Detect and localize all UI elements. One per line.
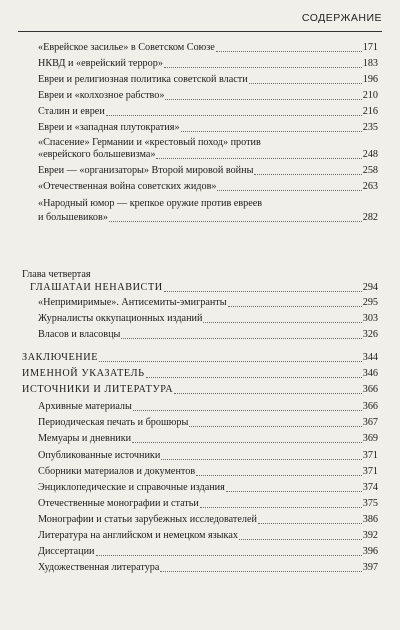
toc-entry-page: 303 [362,313,378,324]
leader-dots [254,174,361,175]
toc-entry-page: 258 [362,165,378,176]
toc-entry [38,450,378,462]
toc-entry-label: «Отечественная война советских жидов» [38,181,217,192]
toc-entry-page: 344 [362,352,378,363]
toc-entry-label: Монографии и статьи зарубежных исследователей [38,514,257,525]
toc-entry-page: 374 [362,482,378,493]
toc-entry-label: Власов и власовцы [38,329,121,340]
leader-dots [181,131,362,132]
chapter-label: Глава четвертая [22,269,91,280]
toc-entry-label: «Еврейское засилье» в Советском Союзе [38,42,215,53]
toc-entry-label: Журналисты оккупационных изданий [38,313,203,324]
leader-dots [203,322,361,323]
toc-entry-page: 392 [362,530,378,541]
toc-entry-label-line2: «еврейского большевизма» [38,149,156,160]
toc-entry-label: Литература на английском и немецком языках [38,530,238,541]
toc-entry-label: НКВД и «еврейский террор» [38,58,163,69]
toc-entry [38,42,378,54]
toc-section [22,352,378,364]
leader-dots [156,158,361,159]
toc-entry [38,546,378,558]
toc-entry-label: Опубликованные источники [38,450,161,461]
toc-entry-page: 294 [362,282,378,293]
running-header: СОДЕРЖАНИЕ [301,12,382,24]
toc-entry-page: 263 [362,181,378,192]
leader-dots [200,507,362,508]
leader-dots [121,338,361,339]
toc-entry-page: 367 [362,417,378,428]
toc-entry-page: 371 [362,450,378,461]
toc-entry-page: 282 [362,212,378,223]
toc-entry-page: 183 [362,58,378,69]
toc-entry-page: 369 [362,433,378,444]
toc-entry [38,482,378,494]
toc-entry [38,313,378,325]
leader-dots [132,442,362,443]
toc-entry [38,74,378,86]
toc-entry-label: Отечественные монографии и статьи [38,498,199,509]
toc-entry [38,401,378,413]
toc-entry [38,149,378,161]
toc-section [22,368,378,380]
toc-entry-page: 397 [362,562,378,573]
leader-dots [216,51,362,52]
toc-entry [38,417,378,429]
section-title: ИСТОЧНИКИ И ЛИТЕРАТУРА [22,384,174,395]
leader-dots [96,555,362,556]
leader-dots [164,291,362,292]
toc-entry-label-line1: «Народный юмор — крепкое оружие против евреев [38,198,263,209]
toc-entry-label: Евреи — «организаторы» Второй мировой войны [38,165,254,176]
leader-dots [258,523,362,524]
leader-dots [249,83,362,84]
toc-entry [38,90,378,102]
toc-entry [38,562,378,574]
toc-entry-page: 235 [362,122,378,133]
toc-entry-page: 171 [362,42,378,53]
leader-dots [226,491,362,492]
toc-entry [38,212,378,224]
toc-entry-label: Энциклопедические и справочные издания [38,482,225,493]
toc-entry [38,329,378,341]
toc-entry-label: Сборники материалов и документов [38,466,196,477]
toc-entry-page: 326 [362,329,378,340]
toc-section [22,384,378,396]
toc-entry-page: 371 [362,466,378,477]
leader-dots [196,475,362,476]
toc-entry-page: 375 [362,498,378,509]
leader-dots [164,67,362,68]
toc-entry-page: 248 [362,149,378,160]
leader-dots [109,221,362,222]
leader-dots [189,426,361,427]
leader-dots [146,377,362,378]
toc-entry-label: Архивные материалы [38,401,132,412]
toc-entry-label: Художественная литература [38,562,160,573]
toc-entry-page: 386 [362,514,378,525]
toc-entry [38,498,378,510]
leader-dots [217,190,361,191]
toc-entry-page: 396 [362,546,378,557]
toc-entry [38,514,378,526]
toc-entry-label: Диссертации [38,546,95,557]
toc-entry [38,181,378,193]
toc-entry-label: Евреи и «западная плутократия» [38,122,180,133]
toc-entry [38,433,378,445]
toc-entry-page: 366 [362,401,378,412]
toc-entry-page: 295 [362,297,378,308]
toc-entry-page: 210 [362,90,378,101]
toc-entry [38,530,378,542]
leader-dots [161,459,361,460]
toc-entry-label-line2: и большевиков» [38,212,108,223]
toc-entry-page: 216 [362,106,378,117]
leader-dots [239,539,362,540]
toc-entry-page: 346 [362,368,378,379]
leader-dots [99,361,362,362]
toc-entry [38,122,378,134]
toc-entry-label: Периодическая печать и брошюры [38,417,189,428]
toc-entry-label-line1: «Спасение» Германии и «крестовый поход» против [38,137,261,148]
toc-entry-page: 366 [362,384,378,395]
leader-dots [174,393,362,394]
leader-dots [133,410,362,411]
leader-dots [106,115,362,116]
toc-entry [38,466,378,478]
toc-entry-page: 196 [362,74,378,85]
toc-entry-label: Евреи и «колхозное рабство» [38,90,165,101]
toc-entry [38,297,378,309]
leader-dots [160,571,361,572]
toc-entry [38,106,378,118]
leader-dots [165,99,361,100]
section-title: ИМЕННОЙ УКАЗАТЕЛЬ [22,368,145,379]
chapter-title: ГЛАШАТАИ НЕНАВИСТИ [30,282,163,293]
chapter-title-entry [30,282,378,294]
toc-entry [38,58,378,70]
leader-dots [228,306,362,307]
section-title: ЗАКЛЮЧЕНИЕ [22,352,99,363]
toc-entry-label: Сталин и евреи [38,106,105,117]
toc-entry [38,165,378,177]
toc-entry-label: Мемуары и дневники [38,433,132,444]
toc-entry-label: «Непримиримые». Антисемиты-эмигранты [38,297,227,308]
toc-entry-label: Евреи и религиозная политика советской власти [38,74,248,85]
